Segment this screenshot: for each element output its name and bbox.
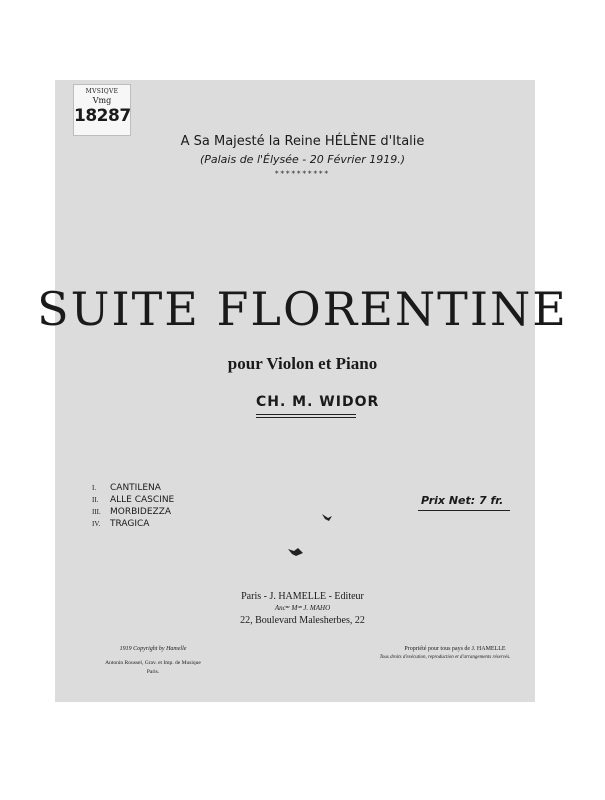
rights-line: Propriété pour tous pays de J. HAMELLE — [404, 646, 506, 652]
list-item: IV. TRAGICA — [92, 519, 150, 529]
rights-reserved: Tous droits d'exécution, reproduction et d'arrangements réservés. — [379, 655, 511, 660]
list-item: II. ALLE CASCINE — [92, 495, 175, 505]
copyright-line: 1919 Copyright by Hamelle — [119, 646, 187, 652]
composer-underline-double — [256, 417, 356, 418]
list-item: I. CANTILENA — [92, 483, 161, 493]
work-subtitle: pour Violon et Piano — [227, 354, 378, 373]
list-item: III. MORBIDEZZA — [92, 507, 172, 517]
stamp-label: MVSIQVE — [85, 88, 119, 95]
composer-underline — [256, 414, 356, 415]
composer-name: CH. M. WIDOR — [256, 394, 380, 410]
dedication-date: (Palais de l'Élysée - 20 Février 1919.) — [199, 153, 406, 166]
publisher-address: 22, Boulevard Malesherbes, 22 — [240, 615, 365, 626]
work-title: SUITE FLORENTINE — [37, 282, 568, 336]
stamp-number: 18287 — [74, 106, 131, 126]
publisher-line: Paris - J. HAMELLE - Editeur — [241, 591, 364, 602]
publisher-predecessor: Ancⁿᵉ Mᵒⁿ J. MAHO — [274, 604, 331, 612]
price-label: Prix Net: 7 fr. — [421, 494, 504, 507]
price-underline — [418, 510, 510, 511]
library-stamp — [73, 84, 131, 136]
movement-list — [92, 483, 174, 531]
ornament-mark — [287, 546, 305, 558]
dedication-stars: ********** — [275, 170, 330, 178]
engraver-line: Antonin Roussel, Grav. et Imp. de Musique — [105, 660, 201, 666]
engraver-city: Paris. — [146, 669, 160, 675]
dedication-line: A Sa Majesté la Reine HÉLÈNE d'Italie — [180, 134, 425, 149]
stamp-code: Vmg — [92, 96, 112, 105]
ornament-mark — [320, 512, 334, 524]
